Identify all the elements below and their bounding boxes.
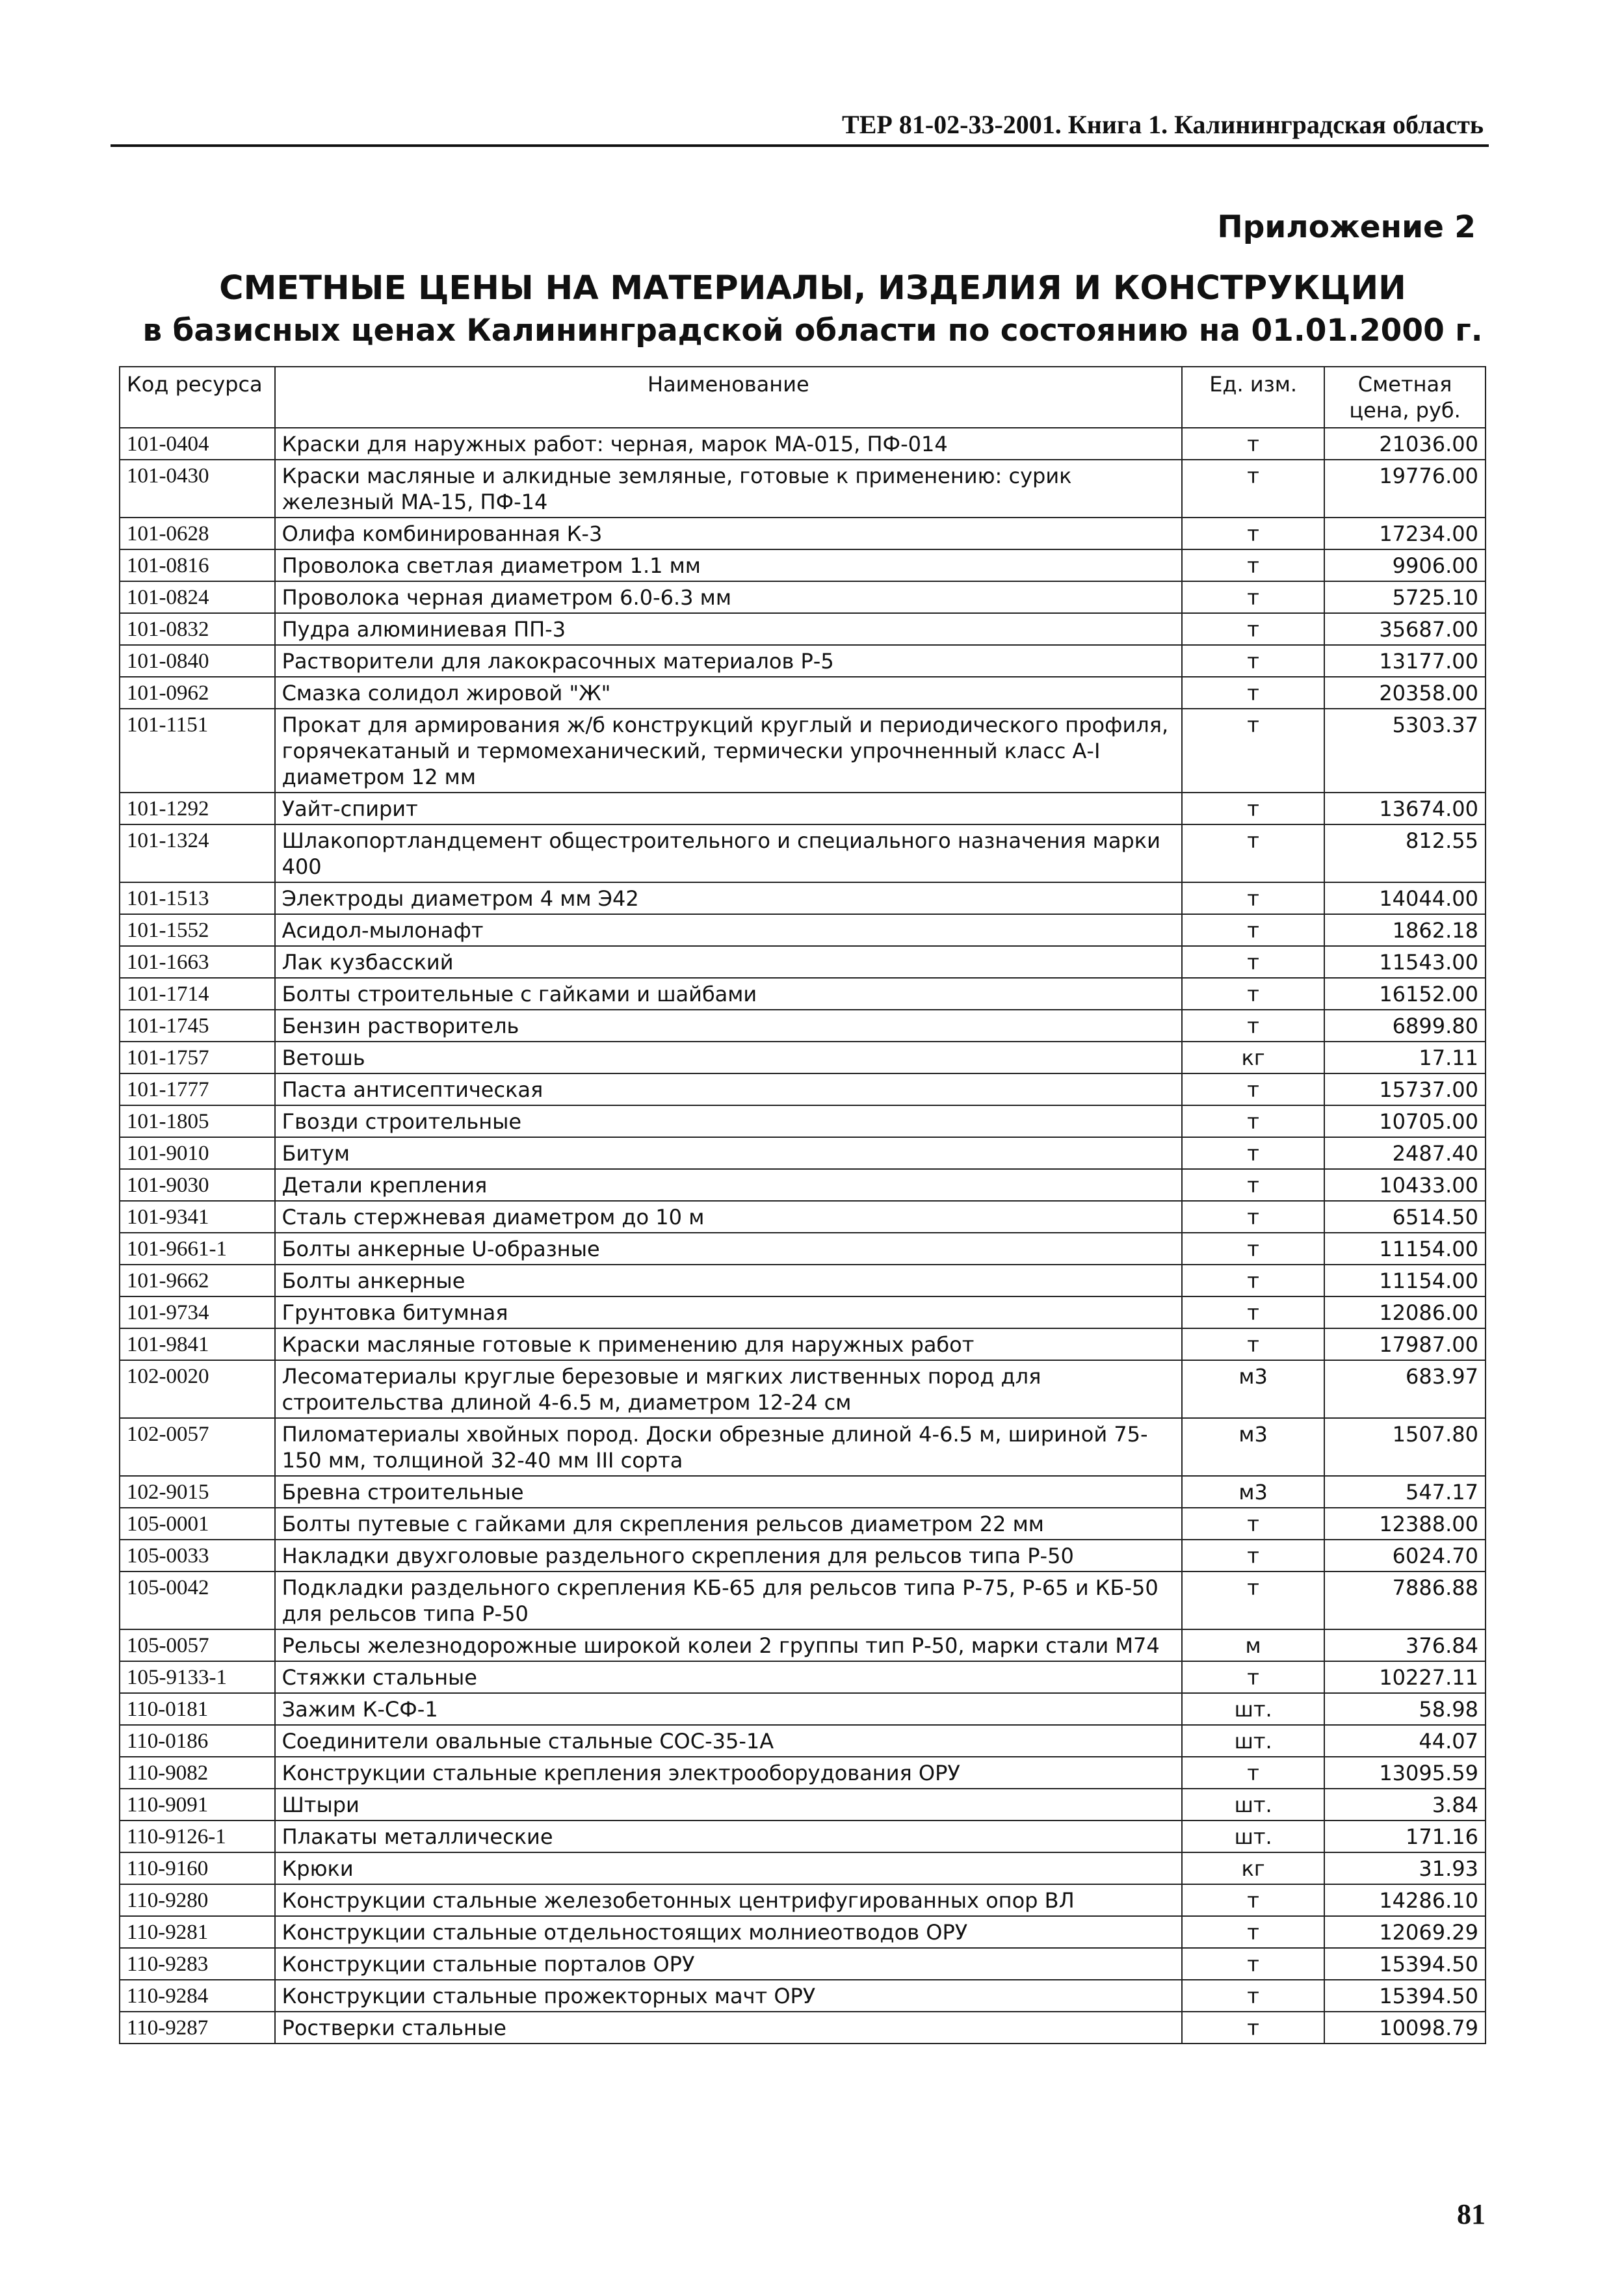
cell-price: 35687.00 [1324,613,1486,645]
appendix-label: Приложение 2 [1217,209,1476,245]
cell-resource-code: 101-1805 [120,1105,275,1137]
column-header-unit: Ед. изм. [1182,367,1324,428]
cell-item-name: Конструкции стальные крепления электрооборудования ОРУ [275,1757,1183,1789]
cell-item-name: Лак кузбасский [275,946,1183,978]
cell-price: 14044.00 [1324,882,1486,914]
table-header-row [120,367,1486,428]
cell-item-name: Ростверки стальные [275,2012,1183,2044]
cell-resource-code: 101-1663 [120,946,275,978]
cell-unit: т [1182,1948,1324,1980]
cell-item-name: Пудра алюминиевая ПП-3 [275,613,1183,645]
cell-item-name: Конструкции стальные прожекторных мачт ОРУ [275,1980,1183,2012]
cell-resource-code: 105-0042 [120,1571,275,1629]
cell-resource-code: 101-9661-1 [120,1233,275,1265]
table-row [120,549,1486,581]
cell-resource-code: 102-0020 [120,1360,275,1418]
table-row [120,709,1486,793]
cell-unit: т [1182,914,1324,946]
cell-unit: т [1182,1328,1324,1360]
cell-resource-code: 101-9010 [120,1137,275,1169]
table-row [120,1137,1486,1169]
cell-price: 1507.80 [1324,1418,1486,1476]
cell-price: 15394.50 [1324,1948,1486,1980]
cell-price: 11154.00 [1324,1233,1486,1265]
table-row [120,2012,1486,2044]
cell-item-name: Подкладки раздельного скрепления КБ-65 для рельсов типа Р-75, Р-65 и КБ-50 для рельсов типа Р-50 [275,1571,1183,1629]
cell-item-name: Прокат для армирования ж/б конструкций круглый и периодического профиля, горячекатаный и термомеханический, термически упрочненный класс А-I диаметром 12 мм [275,709,1183,793]
cell-resource-code: 101-9341 [120,1201,275,1233]
cell-item-name: Болты путевые с гайками для скрепления рельсов диаметром 22 мм [275,1508,1183,1540]
cell-price: 20358.00 [1324,677,1486,709]
cell-unit: т [1182,978,1324,1010]
cell-resource-code: 102-0057 [120,1418,275,1476]
cell-item-name: Пиломатериалы хвойных пород. Доски обрезные длиной 4-6.5 м, шириной 75-150 мм, толщиной 32-40 мм III сорта [275,1418,1183,1476]
cell-unit: т [1182,549,1324,581]
cell-price: 6514.50 [1324,1201,1486,1233]
cell-price: 1862.18 [1324,914,1486,946]
cell-item-name: Ветошь [275,1042,1183,1073]
cell-unit: т [1182,1010,1324,1042]
cell-resource-code: 110-9160 [120,1852,275,1884]
cell-unit: т [1182,1233,1324,1265]
cell-item-name: Детали крепления [275,1169,1183,1201]
cell-unit: т [1182,1884,1324,1916]
cell-unit: т [1182,882,1324,914]
cell-resource-code: 105-0001 [120,1508,275,1540]
cell-price: 12069.29 [1324,1916,1486,1948]
table-row [120,518,1486,549]
cell-resource-code: 110-9091 [120,1789,275,1821]
table-row [120,1693,1486,1725]
cell-item-name: Стяжки стальные [275,1661,1183,1693]
cell-unit: т [1182,709,1324,793]
table-row [120,824,1486,882]
cell-price: 11154.00 [1324,1265,1486,1296]
cell-item-name: Гвозди строительные [275,1105,1183,1137]
cell-price: 5725.10 [1324,581,1486,613]
cell-item-name: Паста антисептическая [275,1073,1183,1105]
table-row [120,613,1486,645]
cell-resource-code: 110-0181 [120,1693,275,1725]
cell-resource-code: 101-9734 [120,1296,275,1328]
table-row [120,1201,1486,1233]
table-row [120,914,1486,946]
cell-resource-code: 101-9030 [120,1169,275,1201]
table-row [120,1948,1486,1980]
cell-resource-code: 105-9133-1 [120,1661,275,1693]
cell-resource-code: 101-1151 [120,709,275,793]
cell-resource-code: 110-9284 [120,1980,275,2012]
cell-unit: т [1182,824,1324,882]
header-rule [111,144,1489,147]
table-row [120,460,1486,518]
cell-price: 31.93 [1324,1852,1486,1884]
cell-item-name: Болты строительные с гайками и шайбами [275,978,1183,1010]
cell-resource-code: 101-1745 [120,1010,275,1042]
running-header: ТЕР 81-02-33-2001. Книга 1. Калининградская область [842,110,1484,139]
cell-price: 547.17 [1324,1476,1486,1508]
cell-price: 171.16 [1324,1821,1486,1852]
cell-unit: шт. [1182,1821,1324,1852]
table-row [120,1010,1486,1042]
table-row [120,1233,1486,1265]
table-row [120,1105,1486,1137]
cell-item-name: Бревна строительные [275,1476,1183,1508]
table-row [120,1328,1486,1360]
cell-price: 19776.00 [1324,460,1486,518]
cell-item-name: Проволока светлая диаметром 1.1 мм [275,549,1183,581]
cell-price: 13177.00 [1324,645,1486,677]
table-row [120,645,1486,677]
price-table [119,366,1486,2044]
cell-price: 6899.80 [1324,1010,1486,1042]
cell-price: 15737.00 [1324,1073,1486,1105]
cell-price: 16152.00 [1324,978,1486,1010]
cell-price: 15394.50 [1324,1980,1486,2012]
cell-resource-code: 110-9082 [120,1757,275,1789]
cell-resource-code: 101-0962 [120,677,275,709]
cell-price: 17987.00 [1324,1328,1486,1360]
cell-price: 13674.00 [1324,793,1486,824]
cell-resource-code: 101-1513 [120,882,275,914]
cell-item-name: Олифа комбинированная К-3 [275,518,1183,549]
cell-item-name: Конструкции стальные порталов ОРУ [275,1948,1183,1980]
cell-unit: т [1182,793,1324,824]
cell-resource-code: 110-9287 [120,2012,275,2044]
cell-item-name: Шлакопортландцемент общестроительного и специального назначения марки 400 [275,824,1183,882]
cell-unit: т [1182,2012,1324,2044]
table-row [120,1418,1486,1476]
cell-price: 10433.00 [1324,1169,1486,1201]
cell-unit: м3 [1182,1418,1324,1476]
cell-unit: т [1182,1571,1324,1629]
cell-price: 10098.79 [1324,2012,1486,2044]
cell-price: 3.84 [1324,1789,1486,1821]
table-row [120,1296,1486,1328]
cell-item-name: Рельсы железнодорожные широкой колеи 2 группы тип Р-50, марки стали М74 [275,1629,1183,1661]
cell-resource-code: 110-0186 [120,1725,275,1757]
cell-resource-code: 101-1292 [120,793,275,824]
cell-unit: шт. [1182,1693,1324,1725]
cell-unit: кг [1182,1852,1324,1884]
table-row [120,1725,1486,1757]
table-row [120,1916,1486,1948]
cell-item-name: Проволока черная диаметром 6.0-6.3 мм [275,581,1183,613]
cell-price: 812.55 [1324,824,1486,882]
cell-unit: кг [1182,1042,1324,1073]
cell-item-name: Конструкции стальные железобетонных центрифугированных опор ВЛ [275,1884,1183,1916]
table-body [120,428,1486,2044]
cell-unit: шт. [1182,1725,1324,1757]
cell-price: 17.11 [1324,1042,1486,1073]
cell-item-name: Краски масляные и алкидные земляные, готовые к применению: сурик железный МА-15, ПФ-14 [275,460,1183,518]
column-header-code: Код ресурса [120,367,275,428]
cell-resource-code: 101-0824 [120,581,275,613]
table-row [120,1265,1486,1296]
cell-item-name: Бензин растворитель [275,1010,1183,1042]
cell-item-name: Сталь стержневая диаметром до 10 м [275,1201,1183,1233]
table-row [120,1042,1486,1073]
cell-unit: м3 [1182,1360,1324,1418]
cell-item-name: Уайт-спирит [275,793,1183,824]
table-row [120,1980,1486,2012]
cell-unit: т [1182,677,1324,709]
cell-unit: м3 [1182,1476,1324,1508]
cell-resource-code: 101-0430 [120,460,275,518]
table-row [120,1789,1486,1821]
cell-resource-code: 101-1324 [120,824,275,882]
cell-resource-code: 101-0832 [120,613,275,645]
cell-price: 2487.40 [1324,1137,1486,1169]
table-row [120,946,1486,978]
cell-price: 58.98 [1324,1693,1486,1725]
cell-unit: м [1182,1629,1324,1661]
table-row [120,428,1486,460]
cell-price: 6024.70 [1324,1540,1486,1571]
cell-item-name: Штыри [275,1789,1183,1821]
cell-resource-code: 105-0033 [120,1540,275,1571]
cell-price: 21036.00 [1324,428,1486,460]
cell-resource-code: 110-9280 [120,1884,275,1916]
cell-item-name: Болты анкерные U-образные [275,1233,1183,1265]
cell-unit: т [1182,1296,1324,1328]
cell-resource-code: 101-1777 [120,1073,275,1105]
table-row [120,1571,1486,1629]
column-header-name: Наименование [275,367,1183,428]
cell-unit: т [1182,1169,1324,1201]
cell-item-name: Соединители овальные стальные СОС-35-1А [275,1725,1183,1757]
cell-item-name: Асидол-мылонафт [275,914,1183,946]
cell-item-name: Грунтовка битумная [275,1296,1183,1328]
cell-item-name: Плакаты металлические [275,1821,1183,1852]
cell-unit: т [1182,946,1324,978]
table-row [120,1540,1486,1571]
cell-unit: т [1182,1916,1324,1948]
cell-resource-code: 101-1757 [120,1042,275,1073]
cell-item-name: Лесоматериалы круглые березовые и мягких лиственных пород для строительства длиной 4-6.5 м, диаметром 12-24 см [275,1360,1183,1418]
cell-unit: т [1182,460,1324,518]
table-row [120,1757,1486,1789]
cell-unit: т [1182,1073,1324,1105]
table-row [120,1073,1486,1105]
cell-unit: т [1182,581,1324,613]
cell-resource-code: 101-0404 [120,428,275,460]
cell-price: 44.07 [1324,1725,1486,1757]
cell-unit: т [1182,645,1324,677]
cell-price: 5303.37 [1324,709,1486,793]
cell-price: 10705.00 [1324,1105,1486,1137]
cell-resource-code: 102-9015 [120,1476,275,1508]
cell-resource-code: 101-1552 [120,914,275,946]
cell-price: 12086.00 [1324,1296,1486,1328]
cell-item-name: Краски для наружных работ: черная, марок МА-015, ПФ-014 [275,428,1183,460]
table-row [120,882,1486,914]
cell-resource-code: 101-9841 [120,1328,275,1360]
table-row [120,1884,1486,1916]
cell-price: 12388.00 [1324,1508,1486,1540]
cell-unit: т [1182,1661,1324,1693]
cell-item-name: Зажим К-СФ-1 [275,1693,1183,1725]
cell-unit: т [1182,1105,1324,1137]
column-header-price: Сметная цена, руб. [1324,367,1486,428]
cell-item-name: Накладки двухголовые раздельного скрепления для рельсов типа Р-50 [275,1540,1183,1571]
cell-resource-code: 101-0840 [120,645,275,677]
cell-price: 10227.11 [1324,1661,1486,1693]
cell-unit: шт. [1182,1789,1324,1821]
cell-resource-code: 110-9283 [120,1948,275,1980]
table-row [120,581,1486,613]
cell-unit: т [1182,1757,1324,1789]
cell-item-name: Битум [275,1137,1183,1169]
cell-price: 14286.10 [1324,1884,1486,1916]
cell-resource-code: 101-0816 [120,549,275,581]
page-title: СМЕТНЫЕ ЦЕНЫ НА МАТЕРИАЛЫ, ИЗДЕЛИЯ И КОНСТРУКЦИИ [219,269,1406,308]
cell-unit: т [1182,1980,1324,2012]
table-row [120,1821,1486,1852]
cell-price: 683.97 [1324,1360,1486,1418]
table-row [120,978,1486,1010]
cell-price: 11543.00 [1324,946,1486,978]
cell-resource-code: 110-9126-1 [120,1821,275,1852]
table-row [120,1508,1486,1540]
page-number: 81 [1457,2198,1486,2230]
cell-resource-code: 101-0628 [120,518,275,549]
cell-resource-code: 105-0057 [120,1629,275,1661]
cell-item-name: Крюки [275,1852,1183,1884]
cell-unit: т [1182,613,1324,645]
table-row [120,1476,1486,1508]
table-row [120,1852,1486,1884]
cell-item-name: Смазка солидол жировой "Ж" [275,677,1183,709]
table-row [120,1629,1486,1661]
table-row [120,793,1486,824]
cell-unit: т [1182,428,1324,460]
cell-resource-code: 101-1714 [120,978,275,1010]
cell-resource-code: 101-9662 [120,1265,275,1296]
cell-item-name: Растворители для лакокрасочных материалов Р-5 [275,645,1183,677]
cell-price: 9906.00 [1324,549,1486,581]
cell-item-name: Конструкции стальные отдельностоящих молниеотводов ОРУ [275,1916,1183,1948]
cell-item-name: Электроды диаметром 4 мм Э42 [275,882,1183,914]
cell-unit: т [1182,518,1324,549]
cell-unit: т [1182,1265,1324,1296]
table-row [120,1169,1486,1201]
cell-unit: т [1182,1137,1324,1169]
cell-price: 13095.59 [1324,1757,1486,1789]
cell-unit: т [1182,1201,1324,1233]
table-row [120,1661,1486,1693]
cell-price: 376.84 [1324,1629,1486,1661]
cell-resource-code: 110-9281 [120,1916,275,1948]
page-subtitle: в базисных ценах Калининградской области по состоянию на 01.01.2000 г. [142,313,1483,348]
cell-unit: т [1182,1540,1324,1571]
cell-item-name: Болты анкерные [275,1265,1183,1296]
table-row [120,677,1486,709]
cell-item-name: Краски масляные готовые к применению для наружных работ [275,1328,1183,1360]
cell-unit: т [1182,1508,1324,1540]
cell-price: 7886.88 [1324,1571,1486,1629]
cell-price: 17234.00 [1324,518,1486,549]
table-row [120,1360,1486,1418]
